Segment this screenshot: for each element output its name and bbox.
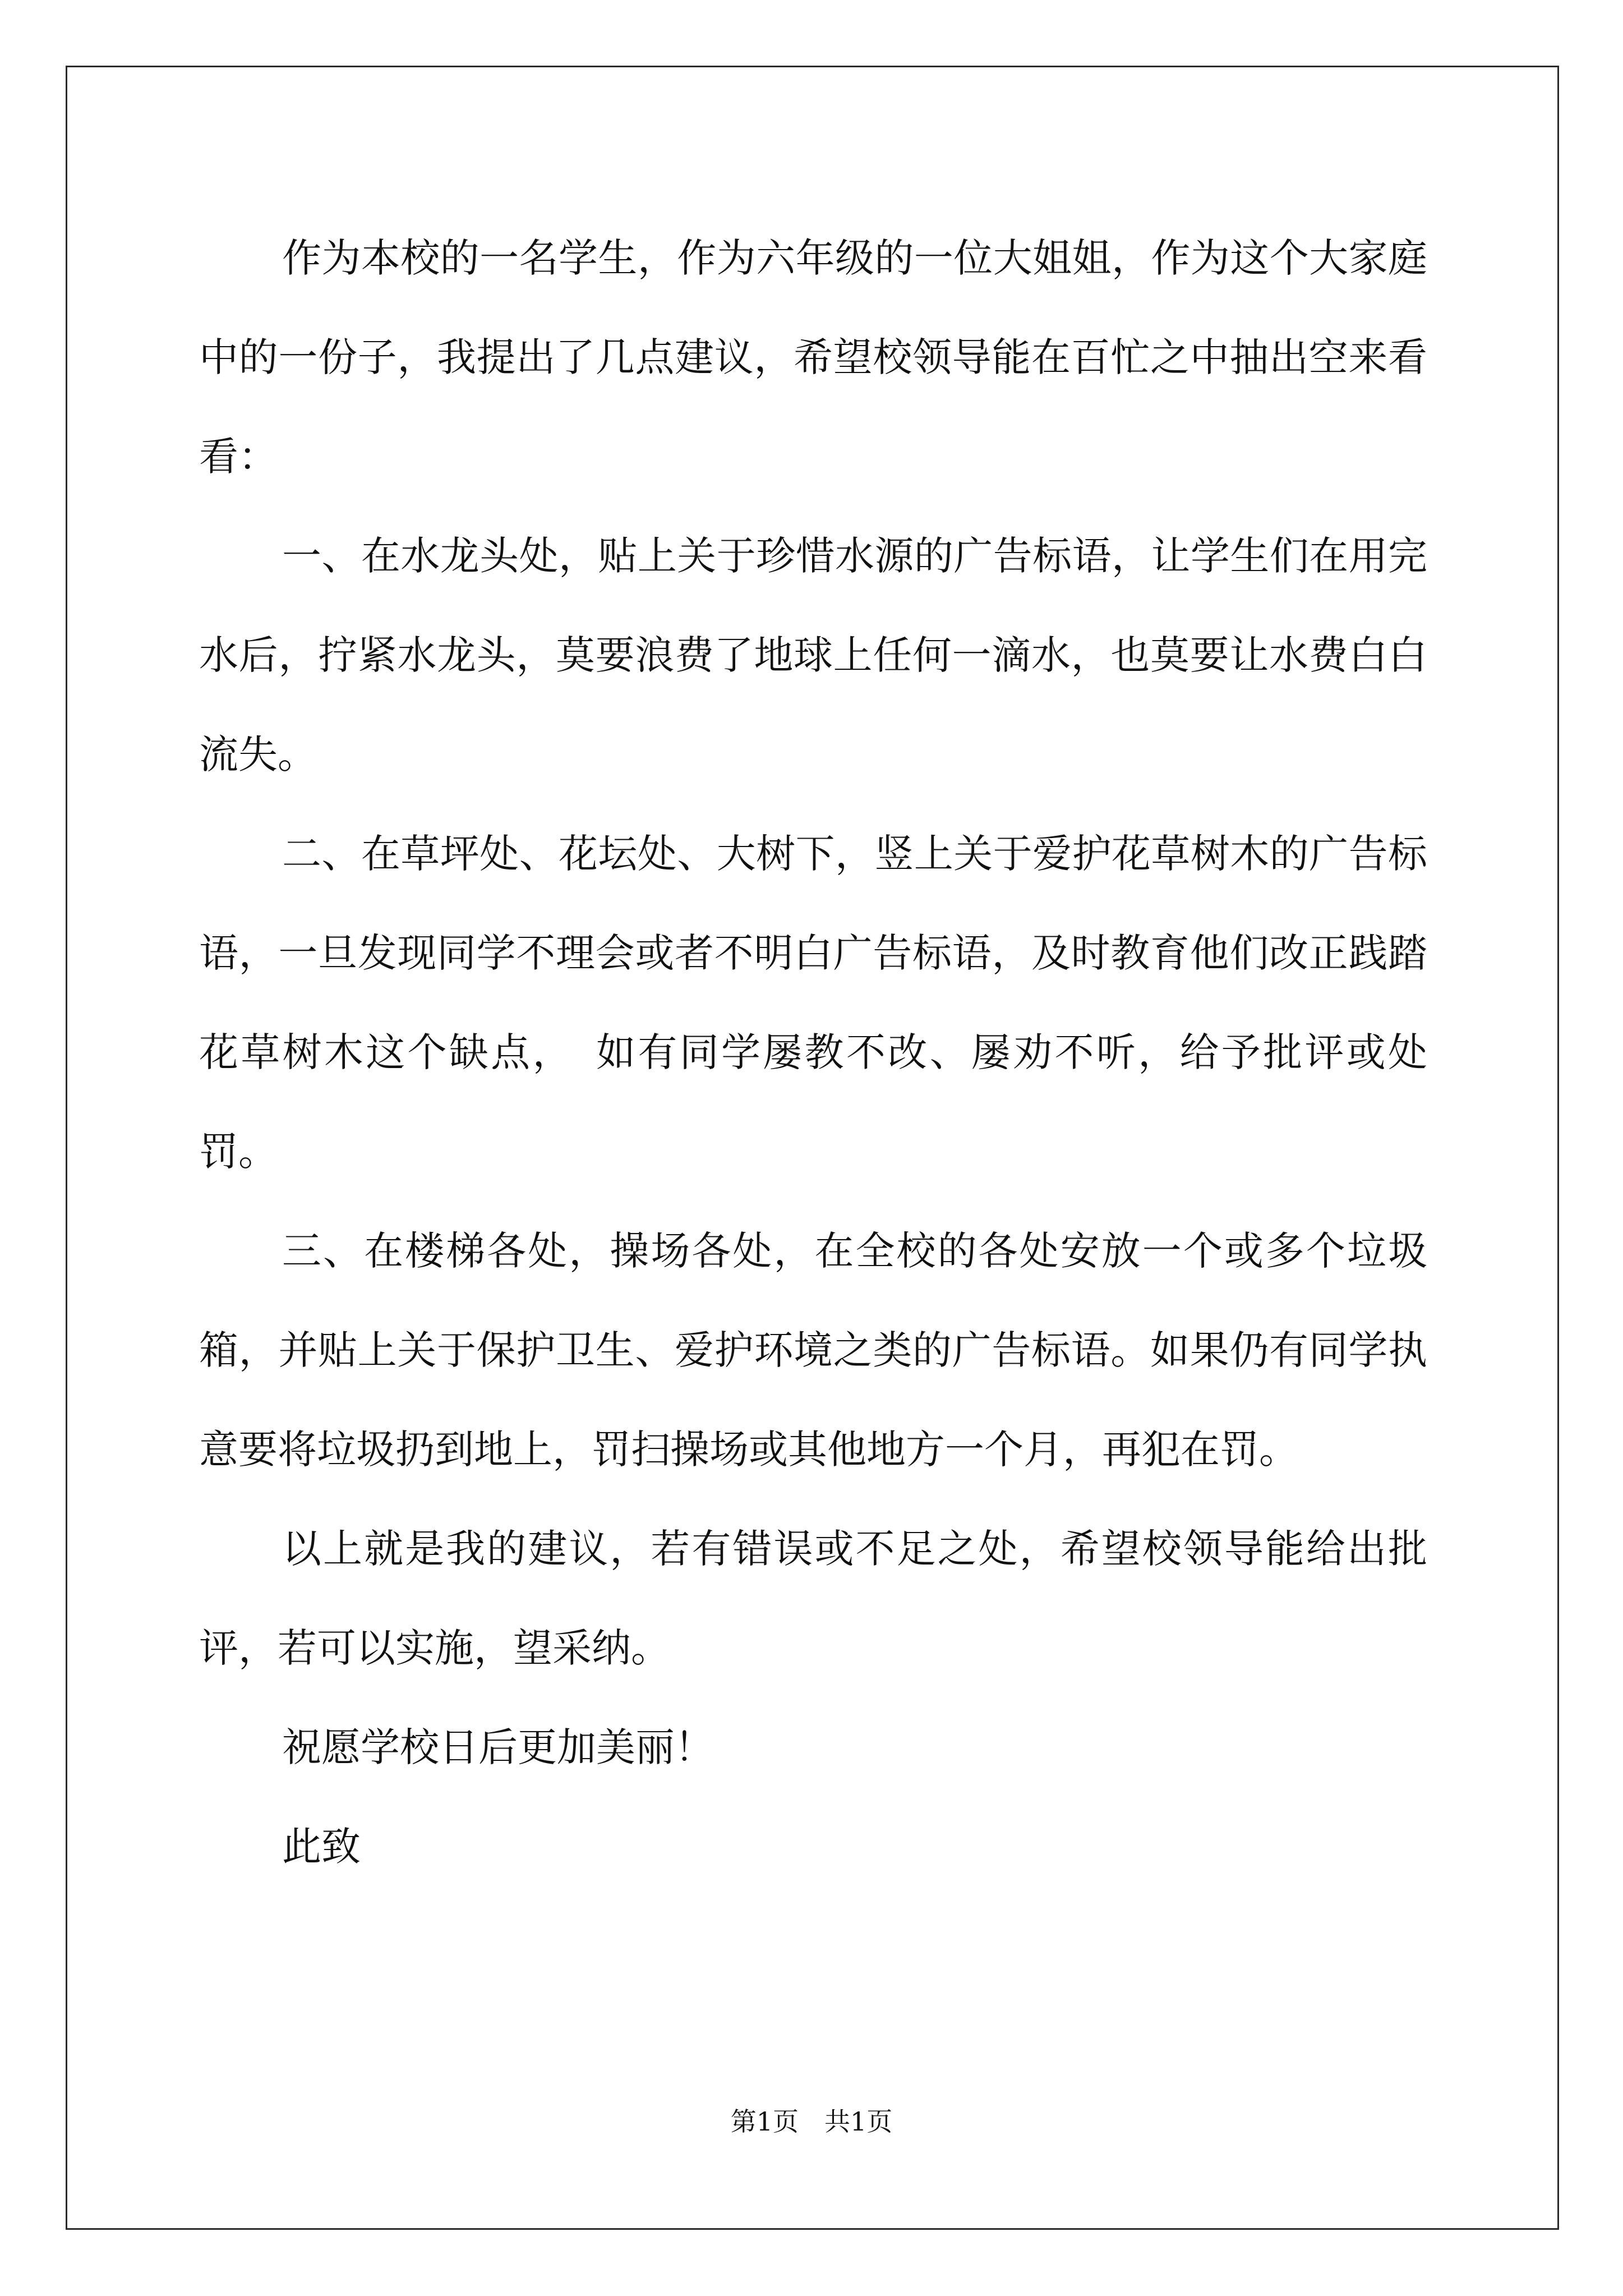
- paragraph-wish: 祝愿学校日后更加美丽！: [282, 1724, 714, 1770]
- paragraph-suggestion-2: 二、在草坪处、花坛处、大树下，竖上关于爱护花草树木的广告标语，一旦发现同学不理会或者不明白广告标语，及时教育他们改正践踏花草树木这个缺点， 如有同学屡教不改、屡劝不听，给予批评或处罚。: [199, 831, 1427, 1175]
- paragraph-suggestion-3: 三、在楼梯各处，操场各处，在全校的各处安放一个或多个垃圾箱，并贴上关于保护卫生、爱护环境之类的广告标语。如果仍有同学执意要将垃圾扔到地上，罚扫操场或其他地方一个月，再犯在罚。: [199, 1228, 1427, 1473]
- paragraph-intro: 作为本校的一名学生，作为六年级的一位大姐姐，作为这个大家庭中的一份子，我提出了几点建议，希望校领导能在百忙之中抽出空来看看：: [199, 235, 1427, 480]
- page-footer: 第1页 共1页: [730, 2106, 893, 2137]
- paragraph-closing: 此致: [282, 1824, 361, 1870]
- paragraph-suggestion-1: 一、在水龙头处，贴上关于珍惜水源的广告标语，让学生们在用完水后，拧紧水龙头，莫要浪费了地球上任何一滴水，也莫要让水费白白流失。: [199, 533, 1427, 777]
- paragraph-conclusion: 以上就是我的建议，若有错误或不足之处，希望校领导能给出批评，若可以实施，望采纳。: [199, 1526, 1427, 1671]
- document-body: [199, 209, 1427, 1897]
